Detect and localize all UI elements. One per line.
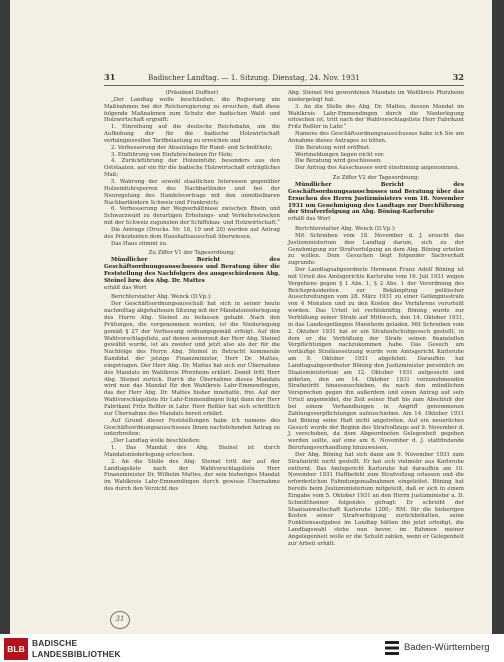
body-paragraph: Die Beratung wird eröffnet.: [295, 144, 371, 151]
blb-name-line: BADISCHE: [32, 638, 78, 648]
page-number-left: 31: [104, 72, 116, 82]
quote-item: 1. Das Mandat des Abg. Steinel ist durch Mandatsniederlegung erloschen.: [104, 445, 280, 458]
body-paragraph: Der Antrag des Ausschusses wird einstimmig angenommen.: [295, 165, 460, 172]
body-paragraph: Der Geschäftsordnungsausschuß hat sich in seiner heute nachmittag abgehaltenen Sitzung mit der Mandatsniederlegung des Herrn Abg. Steinel zu befassen gehabt. Nach den Prüfungen, die vorgenommen wurden, ist die Niederlegung gemäß § 27 der Verfassung ordnungsgemäß erfolgt. Auf den Wahlvorschlagsliste, auf denen seinerzeit der Herr Abg. Steinel gewählt wurde, ist als zweiter und jetzt also als der für die Nachfolge des Herrn Abg. Steinel in Betracht kommende Kandidat der jetzige Finanzminister, Herr Dr. Mattes, eingetragen. Der Herr Abg. Dr. Mattes hat sich zur Übernahme des Mandats im Wahlkreis Pforzheim erklärt. Damit tritt Herr Abg. Steinel zurück. Durch die Übernahme dieses Mandats wird nun das Mandat für den Wahlkreis Lahr-Emmendingen, das der Herr Abg. Dr. Mattes bisher innehatte, frei. Auf der Wahlvorschlagsliste für Lahr-Emmendingen folgt dann der Herr Fabrikant Fritz Reßler in Lahr. Herr Reßler hat sich schriftlich zur Übernahme des Mandats bereit erklärt.: [104, 301, 280, 417]
body-paragraph: Mit Schreiben vom 18. November d. J. ersucht das Justizministerium den Landtag darum, sich zu der Genehmigung zur Strafverfolgung an dem Abg. Böning erteilen zu wollen. Dem Gesuchen liegt folgender Sachverhalt zugrunde:: [288, 232, 464, 267]
body-paragraph: Der Landtagsabgeordnete Hermann Franz Adolf Böning ist mit Urteil des Amtsgerichts Karlsruhe vom 16. Juli 1931 wegen Vergehens gegen § 1 Abs. 1, § 2 Abs. 1 der Verordnung des Reichspräsidenten zur Bekämpfung politischer Ausschreitungen vom 28. März 1931 zu einer Gefängnisstrafe von 4 Monaten und zu den Kosten des Verfahrens verurteilt worden. Das Urteil ist rechtskräftig. Böning wurde zur Verbüßung seiner Strafe auf Mittwoch, den 14. Oktober 1931, in das Landesgefängnis Mannheim geladen. Mit Schreiben vom 2. Oktober 1931 hat er ein Strafaufschubgesuch gestellt, in dem er die Verbüßung der Strafe seinen finanziellen Verpflichtungen nachzukommen habe. Das Gesuch um vorläufige Strafaussetzung wurde vom Amtsgericht Karlsruhe am 9. Oktober 1931 abgelehnt. Daraufhin hat Landtagsabgeordneter Böning den Justizminister persönlich im Staatsministerium am 12. Oktober 1931 aufgesucht und gebeten, den am 14. Oktober 1931 vorzunehmenden Strafantritt hinauszuschieben, da nach den mündlichen Versprechen gegen ihn außerdem und einen Antrag auf sein Urteil angemeldet, die Zeit seiner Haft bis zum Abschluß der bei einem Verhandlungen in Angriff genommenen Zahlungsverpflichtungen aufzuschieben. Am 14. Oktober 1931 hat Böning seine Haft nicht angetreten. Auf ein neuerliches Gesuch wurde der Beginn des Strafvollzugs auf 9. November d. J. verschoben, da dem Abgeordneten Gelegenheit gegeben werden sollte, auf eine am 6. November d. J. stattfindende Berufungsverhandlung hinzuweisen.: [288, 267, 464, 452]
floor-note: erhält das Wort: [288, 216, 331, 223]
motion-item: 2. Verbesserung der Absatzlage für Rund- und Schnittholz;: [111, 144, 273, 151]
baden-wuerttemberg-label[interactable]: Baden-Württemberg: [404, 642, 490, 653]
page-header: [104, 72, 464, 84]
blb-name-line: LANDESBIBLIOTHEK: [32, 649, 121, 659]
report-title: Mündlicher Bericht des Geschäftsordnungsausschusses und Beratung über das Ersuchen des Herrn Justizministers vom 18. November 1931 um Genehmigung des Landtags zur Durchführung der Strafverfolgung an Abg. Böning-Karlsruhe: [288, 181, 464, 216]
agenda-heading: Zu Ziffer V1 der Tagesordnung:: [148, 250, 236, 257]
page-number-right: 32: [452, 72, 464, 82]
agenda-heading: Zu Ziffer V2 der Tagesordnung:: [332, 175, 420, 182]
report-title: Mündlicher Bericht des Geschäftsordnungsausschusses und Beratung über die Feststellung des Nachfolgers des ausgeschiedenen Abg. Steinel bzw. des Abg. Dr. Mattes: [104, 257, 280, 284]
motion-item: 3. Einführung von Einfuhrscheinen für Holz;: [111, 151, 233, 158]
body-paragraph: Der Abg. Böning hat sich dann am 9. November 1931 zum Strafantritt nicht gestellt. Er hat sich vielmehr aus Karlsruhe entfernt. Das Amtsgericht Karlsruhe hat daraufhin am 10. November 1931 Haftbefehl zum Strafvollzug erlassen und die erforderlichen Fahndungsmaßnahmen eingeleitet. Böning hat bereits beim Justizministerium mitgeteilt, daß er sich in einem Eingabe vom 5. Oktober 1931 an den Herrn Justizminister a. D. Schmitthenner folgendes gefragt: Er schreibt der Staatsanwaltschaft Karlsruhe 1200,- RM. für die bisherigen Kosten seiner Strafverfolgung zurückbehalten, seine Funktionsaufgaben im Landtag hätten ihn jetzt erledigt, die Landtagswahl stehe nun bevor, im Rahmen meiner Angelegenheit wolle er die Schuld zahlen, wenn er Gelegenheit zur Arbeit erhält.: [288, 451, 464, 547]
body-paragraph: Das Haus stimmt zu.: [111, 240, 168, 247]
blb-library-name[interactable]: [32, 638, 121, 660]
handwritten-annotation: 31: [110, 611, 130, 629]
blb-logo[interactable]: BLB: [4, 638, 28, 660]
baden-wuerttemberg-lions-icon: [384, 639, 400, 657]
rapporteur-label: Berichterstatter Abg. Wenck (D.Vp.):: [295, 226, 396, 233]
speaker-label: (Präsident Duffner): [165, 90, 219, 96]
quote-item: 3. An die Stelle des Abg. Dr. Mattes, dessen Mandat im Wahlkreis Lahr-Emmendingen durch die Niederlegung erloschen ist, tritt nach der Wahlvorschlagsliste Herr Fabrikant Fritz Reßler in Lahr.“: [288, 103, 464, 131]
body-paragraph: Abg. Steinel frei gewordenen Mandats im Wahlkreis Pforzheim niedergelegt hat.: [288, 90, 464, 103]
motion-item: 6. Verbesserung der Wegverhältnisse zwischen Rhein und Schwarzwald zu derartigen Erholungs- und Verkehrsstrecken mit der Schweiz zugunsten der Schiffsbau- und Holzwirtschaft.“: [104, 206, 280, 227]
motion-paragraph: „Der Landtag wolle beschließen, die Regierung um Maßnahmen bei der Reichsregierung zu ersuchen, daß diese folgende Maßnahmen zum Schutz der badischen Wald- und Holzwirtschaft ergreift:: [104, 96, 280, 124]
motion-item: 1. Einreihung auf die deutsche Reichsbahn, um die Aufhebung der für die badische Holzwirtschaft verhängnisvollen Tarifbelastung zu erreichen und: [104, 124, 280, 144]
body-paragraph: Namens des Geschäftsordnungsausschusses habe ich Sie um Annahme dieses Antrages zu bitten.: [288, 131, 464, 144]
right-column: [288, 90, 464, 548]
floor-note: erhält das Wort: [104, 284, 147, 291]
rapporteur-label: Berichterstatter Abg. Wenck (D.Vp.):: [111, 294, 212, 301]
body-paragraph: Wortmeldungen liegen nicht vor.: [295, 151, 385, 158]
quote-paragraph: „Der Landtag wolle beschließen:: [111, 438, 201, 445]
motion-item: 5. Wahrung der sowohl staatlichen Interessen gegenüber Holzeinfuhrsperren des Nachbarländer und bei der Neuregelung des Handelsvertrags mit den unmittelbaren Nachbarländern Schweiz und Frankreich;: [104, 178, 280, 206]
left-column: [104, 90, 280, 493]
body-paragraph: Die Beratung wird geschlossen.: [295, 158, 383, 165]
quote-item: 2. An die Stelle des Abg. Steinel tritt der auf der Landtagsliste nach der Wahlvorschlagsliste Herr Finanzminister Dr. Wilhelm Mattes, der sein bisheriges Mandat im Wahlkreis Lahr-Emmendingen durch gewisse Übernahme des durch den Verzicht des: [104, 458, 280, 493]
body-paragraph: Auf Grund dieser Feststellungen habe ich namens des Geschäftsordnungsausschusses Ihnen nachstehenden Antrag zu unterbreiten:: [104, 417, 280, 438]
body-paragraph: Die Antrage (Drucks. Nr. 18, 19 und 20) werden auf Antrag des Präsidenten dem Haushaltsausschuß überwiesen.: [104, 226, 280, 240]
running-title: Badischer Landtag. — 1. Sitzung. Dienstag, 24. Nov. 1931: [148, 73, 360, 82]
header-rule: [104, 85, 464, 86]
footer-bar: [0, 634, 504, 662]
motion-item: 4. Zurückführung der Holzeinfuhr, besonders aus den Oststaaten, auf ein für die badische Holzwirtschaft erträgliches Maß;: [104, 158, 280, 179]
